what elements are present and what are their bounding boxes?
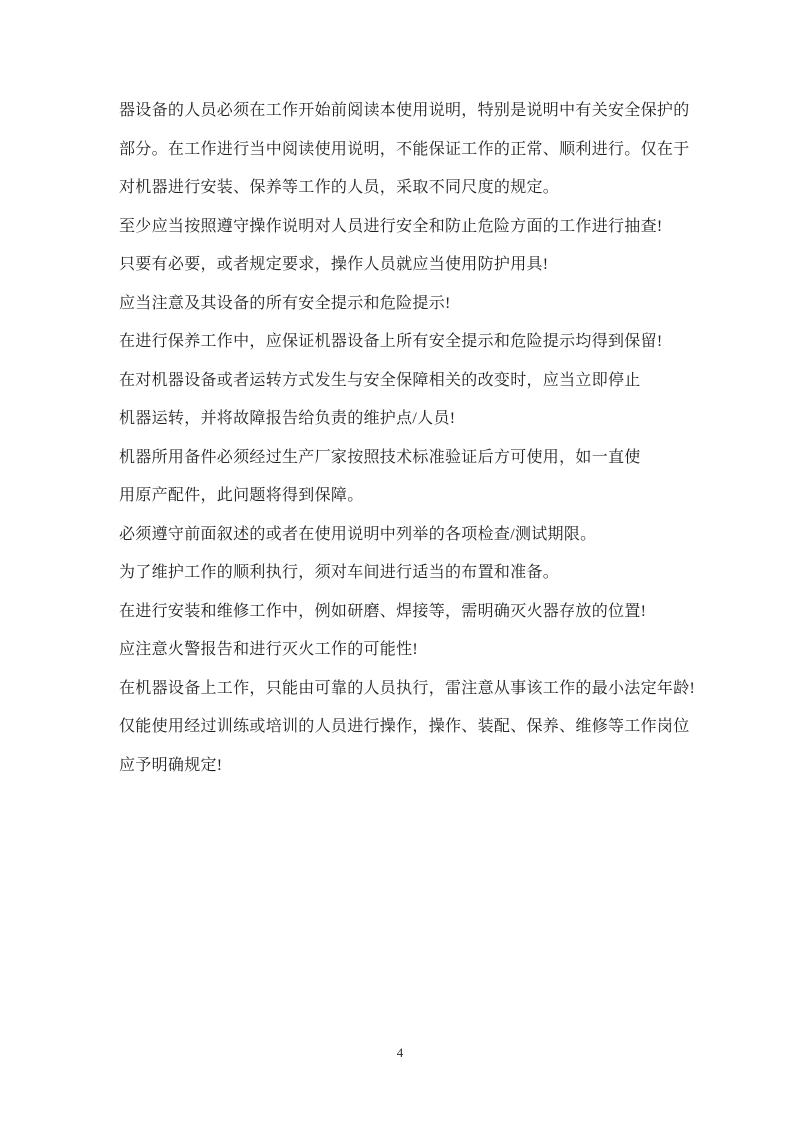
text-line: 机器所用备件必须经过生产厂家按照技术标准验证后方可使用，如一直使 [119, 448, 641, 466]
text-line: 必须遵守前面叙述的或者在使用说明中列举的各项检查/测试期限。 [119, 525, 597, 543]
text-line: 器设备的人员必须在工作开始前阅读本使用说明，特别是说明中有关安全保护的 [119, 102, 690, 119]
text-line: 在对机器设备或者运转方式发生与安全保障相关的改变时，应当立即停止 [119, 371, 641, 389]
text-line: 至少应当按照遵守操作说明对人员进行安全和防止危险方面的工作进行抽查! [119, 217, 663, 235]
text-line: 为了维护工作的顺利执行，须对车间进行适当的布置和准备。 [119, 564, 560, 581]
text-line: 在进行安装和维修工作中，例如研磨、焊接等，需明确灭火器存放的位置! [119, 602, 647, 620]
page-number: 4 [396, 1045, 404, 1060]
text-line: 应注意火警报告和进行灭火工作的可能性! [119, 641, 419, 658]
text-line: 在进行保养工作中，应保证机器设备上所有安全提示和危险提示均得到保留! [119, 333, 663, 350]
text-line: 对机器进行安装、保养等工作的人员，采取不同尺度的规定。 [119, 179, 560, 196]
text-line: 应当注意及其设备的所有安全提示和危险提示! [119, 294, 451, 312]
body-text [119, 92, 696, 785]
text-line: 仅能使用经过训练或培训的人员进行操作，操作、装配、保养、维修等工作岗位 [119, 718, 690, 735]
text-line: 只要有必要，或者规定要求，操作人员就应当使用防护用具! [119, 256, 549, 273]
text-line: 在机器设备上工作，只能由可靠的人员执行，雷注意从事该工作的最小法定年龄! [119, 679, 696, 697]
text-line: 应予明确规定! [119, 756, 223, 774]
text-line: 用原产配件，此问题将得到保障。 [119, 487, 364, 504]
text-line: 部分。在工作进行当中阅读使用说明，不能保证工作的正常、顺利进行。仅在于 [119, 140, 690, 158]
text-line: 机器运转，并将故障报告给负责的维护点/人员! [119, 410, 456, 427]
